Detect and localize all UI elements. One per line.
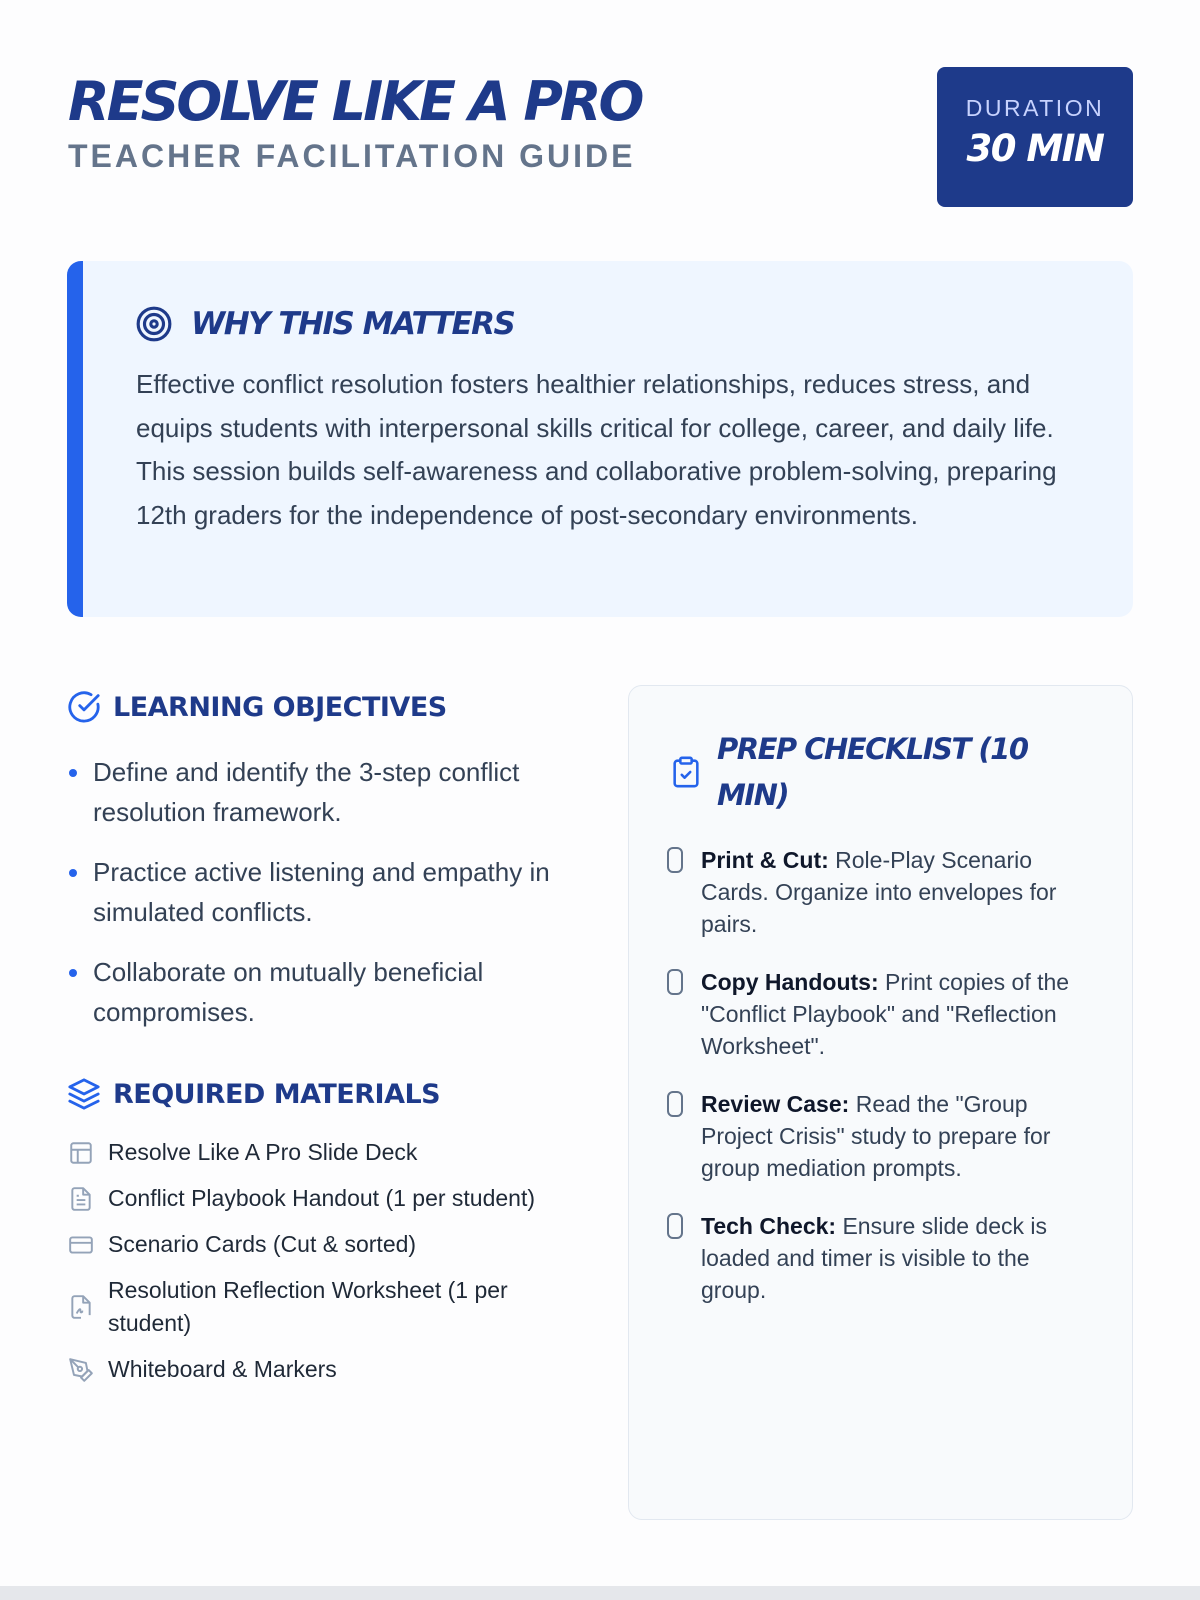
checklist-text — [701, 966, 1097, 1062]
target-icon — [135, 305, 173, 343]
card-icon — [68, 1232, 94, 1258]
material-label: Whiteboard & Markers — [108, 1356, 337, 1382]
list-item — [68, 1136, 588, 1169]
checklist-item-text: Ensure slide deck is loaded and timer is visible to the group. — [701, 1213, 1047, 1303]
page-title: RESOLVE LIKE A PRO — [68, 70, 642, 133]
materials-list — [68, 1136, 588, 1399]
page-subtitle: TEACHER FACILITATION GUIDE — [68, 138, 636, 174]
duration-value: 30 MIN — [966, 127, 1104, 170]
material-label: Scenario Cards (Cut & sorted) — [108, 1231, 417, 1257]
prep-checklist-card — [628, 685, 1133, 1520]
why-heading: WHY THIS MATTERS — [191, 306, 515, 342]
material-label: Conflict Playbook Handout (1 per student) — [108, 1185, 536, 1211]
checklist-item-text: Read the "Group Project Crisis" study to prepare for group mediation prompts. — [701, 1091, 1051, 1181]
checklist-text — [701, 844, 1097, 940]
duration-label: DURATION — [965, 95, 1105, 121]
pen-tool-icon — [68, 1357, 94, 1383]
document-icon — [68, 1186, 94, 1212]
materials-heading: REQUIRED MATERIALS — [113, 1078, 441, 1110]
checklist-item — [667, 1210, 1097, 1306]
checklist-item — [667, 844, 1097, 940]
file-signature-icon — [68, 1294, 94, 1320]
prep-checklist — [667, 844, 1097, 1332]
why-text: Effective conflict resolution fosters healthier relationships, reduces stress, and equips students with interpersonal skills critical for college, career, and daily life. This session builds self-awareness and collaborative problem-solving, preparing 12th graders for the independence of post-secondary environments. — [136, 369, 1057, 530]
materials-heading-row — [67, 1077, 440, 1111]
checklist-item-text: Print copies of the "Conflict Playbook" and "Reflection Worksheet". — [701, 969, 1070, 1059]
list-item — [68, 1274, 588, 1340]
checklist-item-title: Review Case: — [701, 1091, 850, 1117]
clipboard-check-icon — [669, 755, 703, 789]
checklist-item-title: Print & Cut: — [701, 847, 829, 873]
checkbox[interactable] — [667, 1091, 683, 1117]
checkbox[interactable] — [667, 847, 683, 873]
why-heading-row — [135, 305, 514, 343]
duration-badge — [937, 67, 1133, 207]
list-item: Define and identify the 3-step conflict resolution framework. — [68, 752, 588, 832]
checklist-item — [667, 1088, 1097, 1184]
objectives-list — [68, 752, 588, 1052]
list-item — [68, 1182, 588, 1215]
list-item — [68, 1228, 588, 1261]
material-label: Resolution Reflection Worksheet (1 per student) — [108, 1277, 508, 1336]
objectives-heading: LEARNING OBJECTIVES — [113, 691, 447, 723]
checklist-item — [667, 966, 1097, 1062]
checkbox[interactable] — [667, 969, 683, 995]
checklist-item-title: Tech Check: — [701, 1213, 837, 1239]
layers-icon — [67, 1077, 101, 1111]
checklist-text — [701, 1088, 1097, 1184]
list-item — [68, 1353, 588, 1386]
list-item: Practice active listening and empathy in simulated conflicts. — [68, 852, 588, 932]
why-this-matters-card — [67, 261, 1133, 617]
checklist-text — [701, 1210, 1097, 1306]
prep-heading: PREP CHECKLIST (10 MIN) — [717, 732, 1028, 812]
checkbox[interactable] — [667, 1213, 683, 1239]
objectives-heading-row — [67, 690, 447, 724]
list-item: Collaborate on mutually beneficial compromises. — [68, 952, 588, 1032]
prep-heading-row — [669, 726, 1099, 818]
check-circle-icon — [67, 690, 101, 724]
checklist-item-title: Copy Handouts: — [701, 969, 879, 995]
checklist-item-text: Role-Play Scenario Cards. Organize into envelopes for pairs. — [701, 847, 1057, 937]
material-label: Resolve Like A Pro Slide Deck — [108, 1139, 418, 1165]
layout-icon — [68, 1140, 94, 1166]
